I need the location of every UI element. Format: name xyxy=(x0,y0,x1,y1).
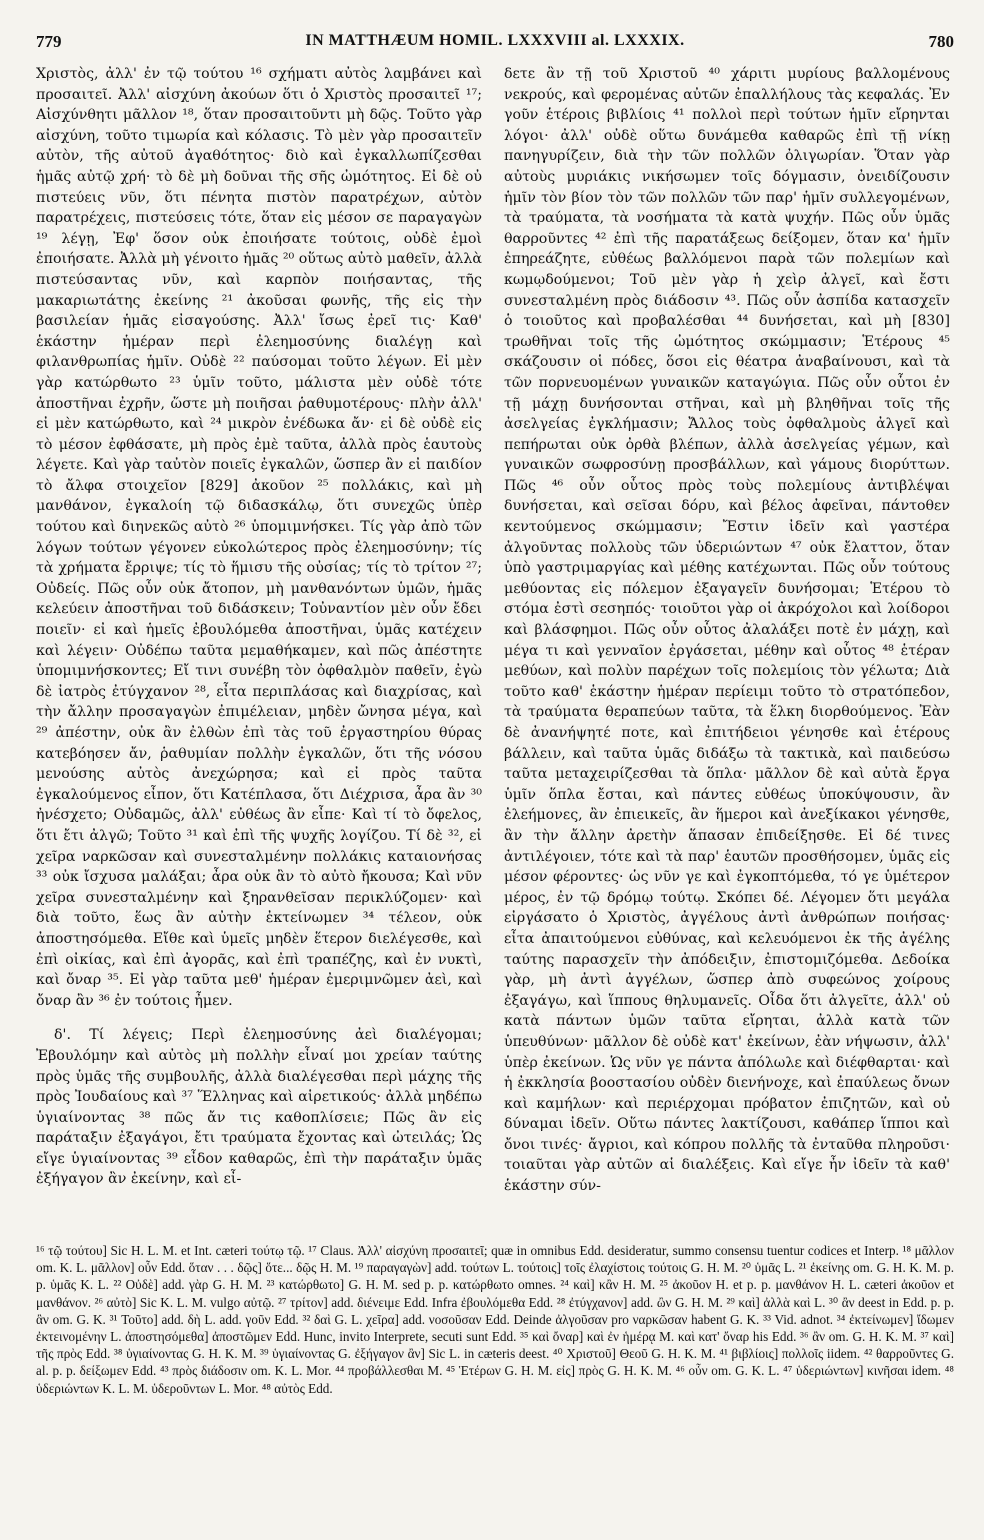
left-column xyxy=(36,64,482,1264)
page-number-right: 780 xyxy=(928,32,954,51)
right-column xyxy=(504,64,950,1264)
footnotes xyxy=(36,1242,954,1520)
footnote-text: ¹⁶ τῷ τούτου] Sic H. L. M. et Int. cæteri τούτῳ τῷ. ¹⁷ Claus. Ἀλλ' αἰσχύνη προσαιτεῖ; quæ in omnibus Edd. desideratur, summo consensu tuentur codices et Interp. ¹⁸ μᾶλλον om. K. L. μᾶλλον] οὖν Edd. ὅταν . . . δῷς] ὅτε... δῷς H. M. ¹⁹ παραγαγὼν] add. τούτων L. τούτοις] τοῖς ἐλαχίστοις τούτοις G. H. M. ²⁰ ὑμᾶς L. ²¹ ἐκείνης om. G. H. K. M. p. p. ὑμᾶς K. L. ²² Οὐδὲ] add. γὰρ G. H. M. ²³ κατώρθωτο] G. H. M. sed p. p. κατώρθωτο omnes. ²⁴ καὶ] κἂν H. M. ²⁵ ἀκοῦον H. et p. p. μανθάνον H. L. cæteri ἀκοῦον et μανθάνον. ²⁶ αὐτὸ] Sic K. L. M. vulgo αὐτῷ. ²⁷ τρίτον] add. διένειμε Edd. Infra ἐβουλόμεθα Edd. ²⁸ ἐτύγχανον] add. ὢν G. H. M. ²⁹ καὶ] ἀλλὰ καὶ L. ³⁰ ἂν deest in Edd. p. p. ἂν om. G. K. ³¹ Τοῦτο] add. δὴ L. add. γοῦν Edd. ³² δαὶ G. L. χεῖρα] add. νοσοῦσαν Edd. Deinde ἀλγοῦσαν pro ναρκῶσαν habent G. K. ³³ Vid. adnot. ³⁴ ἐκτείνωμεν] ἴδωμεν ἐκτεινομένην L. ἀποστησόμεθα] ἀποστῶμεν Edd. Hunc, invito Interprete, secuti sunt Edd. ³⁵ καὶ ὄναρ] καὶ ἐν ἡμέρᾳ M. καὶ κατ' ὄναρ his Edd. ³⁶ ἂν om. G. H. K. M. ³⁷ καὶ] τῆς πρὸς Edd. ³⁸ ὑγιαίνοντας G. H. K. M. ³⁹ ὑγιαίνοντας G. ἐξήγαγον ἂν] Sic L. in cæteris deest. ⁴⁰ Χριστοῦ] Θεοῦ G. H. K. M. ⁴¹ βιβλίοις] πολλοῖς iidem. ⁴² θαρροῦντες G. al. p. p. δείξωμεν Edd. ⁴³ πρὸς διάδοσιν om. K. L. Mor. ⁴⁴ προβάλλεσθαι M. ⁴⁵ Ἑτέρων G. H. M. εἰς] πρὸς G. H. K. M. ⁴⁶ οὖν om. G. K. L. ⁴⁷ ὑδεριώντων] κινῆσαι idem. ⁴⁸ ὑδεριώντων K. L. M. ὑδεροῦντων L. Mor. ⁴⁸ αὐτὸς Edd. xyxy=(36,1243,954,1396)
running-title: IN MATTHÆUM HOMIL. LXXXVIII al. LXXXIX. xyxy=(305,32,685,49)
book-page xyxy=(36,30,954,1520)
left-paragraph-1: Χριστὸς, ἀλλ' ἐν τῷ τούτου ¹⁶ σχήματι αὐτὸς λαμβάνει καὶ προσαιτεῖ. Ἀλλ' αἰσχύνη ἀκούων ὅτι ὁ Χριστὸς προσαιτεῖ ¹⁷; Αἰσχύνθητι μᾶλλον ¹⁸, ὅταν προσαιτοῦντι μὴ δῷς. Τοῦτο γὰρ αἰσχύνη, τοῦτο τιμωρία καὶ κόλασις. Τὸ μὲν γὰρ προσαιτεῖν αὐτὸν, τῆς αὐτοῦ ἀγαθότητος· διὸ καὶ ἐγκαλλωπίζεσθαι ἡμᾶς αὐτῷ χρή· τὸ δὲ μὴ δοῦναι τῆς σῆς ὠμότητος. Εἰ δὲ οὐ πιστεύεις νῦν, ὅτι πένητα πιστὸν παρατρέχων, αὐτὸν παρατρέχεις, πιστεύσεις τότε, ὅταν εἰς μέσον σε παραγαγὼν ¹⁹ λέγῃ, Ἐφ' ὅσον οὐκ ἐποιήσατε τούτοις, οὐδὲ ἐμοὶ ἐποιήσατε. Ἀλλὰ μὴ γένοιτο ἡμᾶς ²⁰ οὕτως αὐτὸ μαθεῖν, ἀλλὰ πιστεύσαντας νῦν, καὶ καρπὸν ποιήσαντας, τῆς μακαριωτάτης ἐκείνης ²¹ ἀκοῦσαι φωνῆς, τῆς εἰς τὴν βασιλείαν ἡμᾶς εἰσαγούσης. Ἀλλ' ἴσως ἐρεῖ τις· Καθ' ἑκάστην ἡμέραν περὶ ἐλεημοσύνης διαλέγῃ καὶ φιλανθρωπίας ἡμῖν. Οὐδὲ ²² παύσομαι τοῦτο λέγων. Εἰ μὲν γὰρ κατώρθωτο ²³ ὑμῖν τοῦτο, μάλιστα μὲν οὐδὲ τότε ἀποστῆναι ἐχρῆν, ὥστε μὴ ποιῆσαι ῥαθυμοτέρους· πλὴν ἀλλ' εἰ μὲν κατώρθωτο, καὶ ²⁴ μικρὸν ἐνέδωκα ἄν· εἰ δὲ οὐδὲ εἰς τὸ μέσον ἐφθάσατε, μὴ πρὸς ἐμὲ ταῦτα, ἀλλὰ πρὸς ἑαυτοὺς λέγετε. Καὶ γὰρ ταὐτὸν ποιεῖς ἐγκαλῶν, ὥσπερ ἂν εἰ παιδίον τὸ ἄλφα στοιχεῖον [829] ἀκοῦον ²⁵ πολλάκις, καὶ μὴ μανθάνον, ἐγκαλοίη τῷ διδασκάλῳ, ὅτι συνεχῶς ὑπὲρ τούτου καὶ διηνεκῶς αὐτὸ ²⁶ ὑπομιμνήσκει. Τίς γὰρ ἀπὸ τῶν λόγων τούτων γέγονεν εὐκολώτερος πρὸς ἐλεημοσύνην; τίς τὰ χρήματα ἔρριψε; τίς τὸ ἥμισυ τῆς οὐσίας; τίς τὸ τρίτον ²⁷; Οὐδείς. Πῶς οὖν οὐκ ἄτοπον, μὴ μανθανόντων ὑμῶν, ἡμᾶς κελεύειν ἀποστῆναι τοῦ διδάσκειν; Τοὐναντίον μὲν οὖν ἔδει ποιεῖν· εἰ καὶ ἡμεῖς ἐβουλόμεθα ἀποστῆναι, ὑμᾶς κατέχειν καὶ λέγειν· Οὐδέπω ταῦτα μεμαθήκαμεν, καὶ πῶς ἀπέστητε ὑπομιμνήσκοντες; Εἴ τινι συνέβη τὸν ὀφθαλμὸν παθεῖν, ἐγὼ δὲ ἰατρὸς ἐτύγχανον ²⁸, εἶτα περιπλάσας καὶ διαχρίσας, καὶ τὴν ἄλλην προσαγαγὼν ἐπιμέλειαν, μηδὲν ὤνησα μέγα, καὶ ²⁹ ἀπέστην, οὐκ ἂν ἐλθὼν ἐπὶ τὰς τοῦ ἐργαστηρίου θύρας κατεβόησεν ἄν, ῥαθυμίαν πολλὴν ἐγκαλῶν, ὅτι τῆς νόσου μενούσης αὐτὸς ἀνεχώρησα; καὶ εἰ πρὸς ταῦτα ἐγκαλούμενος εἶπον, ὅτι Κατέπλασα, ὅτι Διέχρισα, ἆρα ἂν ³⁰ ἠνέσχετο; Οὐδαμῶς, ἀλλ' εὐθέως ἂν εἶπε· Καὶ τί τὸ ὄφελος, ὅτι ἔτι ἀλγῶ; Τοῦτο ³¹ καὶ ἐπὶ τῆς ψυχῆς λογίζου. Τί δὲ ³², εἰ χεῖρα ναρκῶσαν καὶ συνεσταλμένην πολλάκις καταιονήσας ³³ οὐκ ἴσχυσα μαλάξαι; ἆρα οὐκ ἂν τὸ αὐτὸ ἤκουσα; Καὶ νῦν χεῖρα συνεσταλμένην καὶ ξηρανθεῖσαν περικλύζομεν· καὶ διὰ τοῦτο, ἕως ἂν αὐτὴν ἐκτείνωμεν ³⁴ τέλεον, οὐκ ἀποστησόμεθα. Εἴθε καὶ ὑμεῖς μηδὲν ἕτερον διελέγεσθε, καὶ ἐπὶ οἰκίας, καὶ ἐπὶ ἀγορᾶς, καὶ ἐπὶ τραπέζης, καὶ ἐν νυκτὶ, καὶ ὄναρ ³⁵. Εἰ γὰρ ταῦτα μεθ' ἡμέραν ἐμεριμνῶμεν ἀεὶ, καὶ ὄναρ ἂν ³⁶ ἐν τούτοις ἦμεν. xyxy=(36,66,482,1009)
page-number-left: 779 xyxy=(36,32,62,51)
running-head xyxy=(36,30,954,54)
text-columns xyxy=(36,64,954,1264)
right-paragraph-1: δετε ἂν τῇ τοῦ Χριστοῦ ⁴⁰ χάριτι μυρίους βαλλομένους νεκρούς, καὶ φερομένας αὐτῶν ἐπαλλήλους τὰς κεφαλάς. Ἐν γοῦν ἑτέροις βιβλίοις ⁴¹ πολλοὶ περὶ τούτων ἡμῖν εἴρηνται λόγοι· ἀλλ' οὐδὲ οὕτω δυνάμεθα καθαρῶς ἐπὶ τῇ νίκῃ πανηγυρίζειν, διὰ τὴν τῶν πολλῶν ὀλιγωρίαν. Ὅταν γὰρ αὐτοὺς μυριάκις νικήσωμεν τοῖς δόγμασιν, ὀνειδίζουσιν ἡμῖν τὸν βίον τὸν τῶν πολλῶν τῶν παρ' ἡμῖν συλλεγομένων, τὰ τραύματα, τὰ νοσήματα τὰ κατὰ ψυχήν. Πῶς οὖν ὑμᾶς θαρροῦντες ⁴² ἐπὶ τῆς παρατάξεως δείξομεν, ὅταν κα' ἡμῖν ἐπηρεάζητε, εὐθέως βαλλόμενοι παρὰ τῶν πολεμίων καὶ κωμῳδούμενοι; Τοῦ μὲν γὰρ ἡ χεὶρ ἀλγεῖ, καὶ ἔστι συνεσταλμένη πρὸς διάδοσιν ⁴³. Πῶς οὖν ἀσπίδα κατασχεῖν ὁ τοιοῦτος καὶ προβαλέσθαι ⁴⁴ δυνήσεται, καὶ μὴ [830] τρωθῆναι τοῖς τῆς ὠμότητος σκώμμασιν; Ἑτέρους ⁴⁵ σκάζουσιν οἱ πόδες, ὅσοι εἰς θέατρα ἀναβαίνουσι, καὶ τὰ τῶν πορνευομένων γυναικῶν καταγώγια. Πῶς οὖν οὗτοι ἐν τῇ μάχῃ δυνήσονται στῆναι, καὶ μὴ βληθῆναι τοῖς τῆς ἀσελγείας ἐγκλήμασιν; Ἄλλος τοὺς ὀφθαλμοὺς ἀλγεῖ καὶ πεπήρωται οὐκ ὀρθὰ βλέπων, ἀλλὰ ἀσελγείας γέμων, καὶ γυναικῶν σωφροσύνῃ προσβάλλων, καὶ γάμους διορύττων. Πῶς ⁴⁶ οὖν οὗτος πρὸς τοὺς πολεμίους ἀντιβλέψαι δυνήσεται, καὶ σεῖσαι δόρυ, καὶ βέλος ἀφεῖναι, πάντοθεν κεντούμενος σκώμμασιν; Ἔστιν ἰδεῖν καὶ γαστέρα ἀλγοῦντας πολλοὺς τῶν ὑδεριώντων ⁴⁷ οὐκ ἔλαττον, ὅταν ὑπὸ γαστριμαργίας καὶ μέθης κατέχωνται. Πῶς οὖν τούτους μεθύοντας εἰς πόλεμον ἐξαγαγεῖν δυνήσομαι; Ἑτέρου τὸ στόμα ἐστὶ σεσηπός· τοιοῦτοι γὰρ οἱ ἀκρόχολοι καὶ λοίδοροι καὶ βλάσφημοι. Πῶς οὖν οὗτος ἀλαλάξει ποτὲ ἐν μάχῃ, καὶ μέγα τι καὶ γενναῖον ἐργάσεται, μέθην καὶ οὗτος ⁴⁸ ἑτέραν μεθύων, καὶ πολὺν παρέχων τοῖς πολεμίοις τὸν γέλωτα; Διὰ τοῦτο καθ' ἑκάστην ἡμέραν περίειμι τοῦτο τὸ στρατόπεδον, τὰ τραύματα θεραπεύων ταῦτα, τὰ ἕλκη διορθούμενος. Ἐὰν δὲ ἀνανήψητέ ποτε, καὶ ἐπιτήδειοι γένησθε καὶ ἑτέρους βάλλειν, καὶ ταῦτα ὑμᾶς διδάξω τὰ τακτικὰ, καὶ παιδεύσω ταῦτα μεταχειρίζεσθαι τὰ ὅπλα· μᾶλλον δὲ καὶ αὐτὰ ἔργα ὑμῖν ὅπλα ἔσται, καὶ πάντες εὐθέως ὑποκύψουσιν, ἂν ἐλεήμονες, ἂν ἐπιεικεῖς, ἂν ἥμεροι καὶ ἀνεξίκακοι γένησθε, ἂν τὴν ἄλλην ἀρετὴν ἅπασαν ἐπιδείξησθε. Εἰ δέ τινες ἀντιλέγοιεν, τότε καὶ τὰ παρ' ἑαυτῶν προσθήσομεν, ὑμᾶς εἰς μέσον φέροντες· ὡς νῦν γε καὶ ἐγκοπτόμεθα, τό γε ὑμέτερον μέρος, ἐν τῷ δρόμῳ τούτῳ. Σκόπει δέ. Λέγομεν ὅτι μεγάλα εἰργάσατο ὁ Χριστὸς, ἀγγέλους ἀντὶ ἀνθρώπων ποιήσας· εἶτα ἀπαιτούμενοι εὐθύνας, καὶ κελευόμενοι ἐκ τῆς ἀγέλης ταύτης παρασχεῖν τὴν ἀπόδειξιν, ἐπιστομιζόμεθα. Δεδοίκα γὰρ, μὴ ἀντὶ ἀγγέλων, ὥσπερ ἀπὸ συφεώνος χοίρους ἐξαγάγω, καὶ ἵππους θηλυμανεῖς. Οἶδα ὅτι ἀλγεῖτε, ἀλλ' οὐ κατὰ πάντων ὑμῶν ταῦτα εἴρηται, ἀλλὰ κατὰ τῶν ὑπευθύνων· μᾶλλον δὲ οὐδὲ κατ' ἐκείνων, ἐὰν νήψωσιν, ἀλλ' ὑπὲρ ἐκείνων. Ὡς νῦν γε πάντα ἀπόλωλε καὶ διέφθαρται· καὶ ἡ ἐκκλησία βοοστασίου οὐδὲν διενήνοχε, καὶ ἐπαύλεως ὄνων καὶ καμήλων· καὶ περιέρχομαι πρόβατον ἐπιζητῶν, καὶ οὐ δύναμαι ἰδεῖν. Οὕτω πάντες λακτίζουσι, καθάπερ ἵπποι καὶ ὄνοι τινές· ἄγριοι, καὶ κόπρου πολλῆς τὰ ἐνταῦθα πληροῦσι· τοιαῦται γὰρ αὐτῶν αἱ διαλέξεις. Καὶ εἴγε ἦν ἰδεῖν τὰ καθ' ἑκάστην σύν- xyxy=(504,66,950,1195)
left-paragraph-2: δ'. Τί λέγεις; Περὶ ἐλεημοσύνης ἀεὶ διαλέγομαι; Ἐβουλόμην καὶ αὐτὸς μὴ πολλὴν εἶναί μοι χρείαν ταύτης πρὸς ὑμᾶς τῆς συμβουλῆς, ἀλλὰ διαλέγεσθαι περὶ μάχης τῆς πρὸς Ἰουδαίους καὶ ³⁷ Ἕλληνας καὶ αἱρετικούς· ἀλλὰ μηδέπω ὑγιαίνοντας ³⁸ πῶς ἄν τις καθοπλίσειε; Πῶς ἂν εἰς παράταξιν ἐξαγάγοι, ἔτι τραύματα ἔχοντας καὶ ὠτειλάς; Ὡς εἴγε ὑγιαίνοντας ³⁹ εἶδον καθαρῶς, ἐπὶ τὴν παράταξιν ὑμᾶς ἐξήγαγον ἂν ἐκείνην, καὶ εἶ- xyxy=(36,1027,482,1188)
